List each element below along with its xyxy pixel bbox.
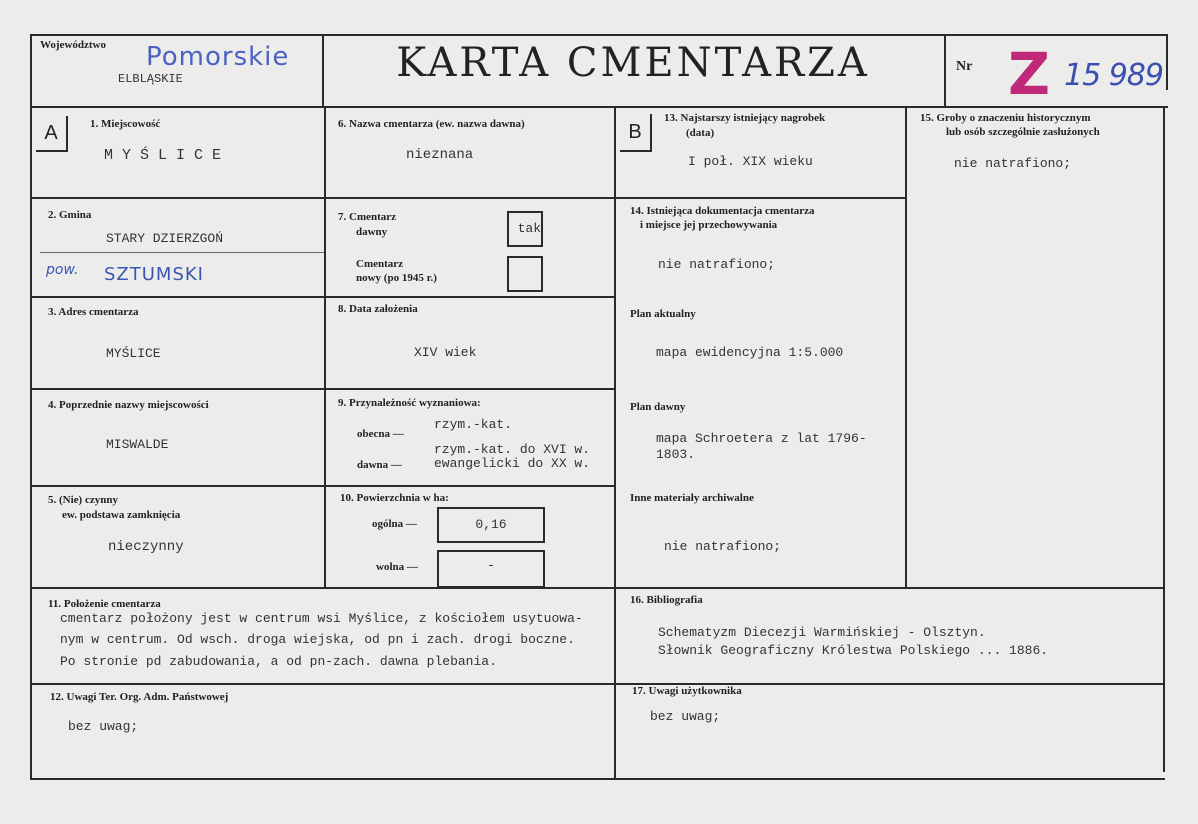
wojewodztwo-stamp: Pomorskie — [146, 42, 290, 72]
field-12-label: 12. Uwagi Ter. Org. Adm. Państwowej — [50, 691, 229, 703]
col-divider-3 — [905, 106, 907, 588]
field-6-label: 6. Nazwa cmentarza (ew. nazwa dawna) — [338, 118, 525, 130]
field-5-value: nieczynny — [108, 539, 184, 555]
field-10-label: 10. Powierzchnia w ha: — [340, 492, 449, 504]
field-8-value: XIV wiek — [414, 345, 477, 360]
field-9-label: 9. Przynależność wyznaniowa: — [338, 397, 481, 409]
field-1-value: M Y Ś L I C E — [104, 147, 222, 164]
gmina-underline — [40, 252, 324, 253]
plan-dawny-value-2: 1803. — [656, 447, 696, 462]
row-line-b1 — [614, 197, 907, 199]
section-a-box: A — [36, 116, 68, 152]
field-17-label: 17. Uwagi użytkownika — [632, 685, 742, 697]
field-4-value: MISWALDE — [106, 437, 169, 452]
card-title: KARTA CMENTARZA — [396, 40, 870, 86]
field-14-label-1: 14. Istniejąca dokumentacja cmentarza — [630, 205, 815, 217]
plan-aktualny-value: mapa ewidencyjna 1:5.000 — [656, 345, 844, 360]
frame-top — [30, 34, 1168, 36]
plan-dawny-label: Plan dawny — [630, 401, 686, 413]
row-line-5 — [30, 587, 1165, 589]
field-10-wolna-box: - — [437, 550, 545, 588]
field-16-label: 16. Bibliografia — [630, 594, 703, 606]
field-13-value: I poł. XIX wieku — [688, 154, 813, 169]
field-9-obecna-value: rzym.-kat. — [434, 417, 513, 432]
field-7-nowy-box — [507, 256, 543, 292]
field-7-label-1: 7. Cmentarz — [338, 211, 397, 223]
field-14-label-2: i miejsce jej przechowywania — [640, 219, 778, 231]
field-9-dawna-value-1: rzym.-kat. do XVI w. — [434, 442, 591, 457]
header-divider-2 — [944, 34, 946, 106]
row-line-3 — [30, 388, 616, 390]
field-9-dawna-value-2: ewangelicki do XX w. — [434, 456, 591, 471]
header-bottom-line — [30, 106, 1168, 108]
wojewodztwo-label: Województwo — [40, 39, 106, 51]
field-5-label-2: ew. podstawa zamknięcia — [62, 509, 181, 521]
field-7-dawny-box: tak — [507, 211, 543, 247]
frame-right — [1163, 106, 1165, 772]
field-15-label-1: 15. Groby o znaczeniu historycznym — [920, 112, 1091, 124]
field-10-ogolna-label: ogólna — — [372, 518, 417, 530]
row-line-6 — [30, 683, 1165, 685]
row-line-4 — [30, 485, 616, 487]
row-line-2 — [30, 296, 616, 298]
inne-value: nie natrafiono; — [664, 539, 782, 554]
field-17-value: bez uwag; — [650, 709, 721, 724]
plan-aktualny-label: Plan aktualny — [630, 308, 696, 320]
plan-dawny-value-1: mapa Schroetera z lat 1796- — [656, 431, 867, 446]
field-5-label-1: 5. (Nie) czynny — [48, 494, 118, 506]
field-11-line-2: nym w centrum. Od wsch. droga wiejska, od pn i zach. drogi boczne. — [60, 632, 575, 647]
frame-right-top — [1166, 34, 1168, 90]
frame-left — [30, 34, 32, 780]
field-16-line-1: Schematyzm Diecezji Warmińskiej - Olsztyn. — [658, 625, 986, 640]
field-9-obecna-label: obecna — — [357, 428, 404, 440]
field-3-label: 3. Adres cmentarza — [48, 306, 139, 318]
nr-stamp-letter: Z — [1008, 40, 1051, 108]
field-2-hand-value: SZTUMSKI — [104, 264, 204, 285]
field-11-label: 11. Położenie cmentarza — [48, 598, 161, 610]
nr-handwritten-number: 15 989 — [1064, 58, 1163, 93]
field-7-label-4: nowy (po 1945 r.) — [356, 272, 437, 284]
field-12-value: bez uwag; — [68, 719, 139, 734]
field-3-value: MYŚLICE — [106, 346, 161, 361]
field-15-value: nie natrafiono; — [954, 156, 1072, 171]
field-8-label: 8. Data założenia — [338, 303, 418, 315]
inne-label: Inne materiały archiwalne — [630, 492, 754, 504]
field-10-wolna-label: wolna — — [376, 561, 418, 573]
col-divider-2 — [614, 106, 616, 780]
nr-label: Nr — [956, 59, 973, 74]
field-2-label: 2. Gmina — [48, 209, 92, 221]
field-11-line-3: Po stronie pd zabudowania, a od pn-zach. dawna plebania. — [60, 654, 497, 669]
field-11-line-1: cmentarz położony jest w centrum wsi Myślice, z kościołem usytuowa- — [60, 611, 583, 626]
field-7-label-3: Cmentarz — [356, 258, 404, 270]
row-line-1 — [30, 197, 616, 199]
col-divider-1 — [324, 106, 326, 588]
field-7-label-2: dawny — [356, 226, 388, 238]
field-14-value: nie natrafiono; — [658, 257, 776, 272]
field-13-label-2: (data) — [686, 127, 715, 139]
field-2-value: STARY DZIERZGOŃ — [106, 231, 224, 246]
frame-bottom — [30, 778, 1165, 780]
field-13-label-1: 13. Najstarszy istniejący nagrobek — [664, 112, 826, 124]
field-1-label: 1. Miejscowość — [90, 118, 161, 130]
field-6-value: nieznana — [406, 147, 474, 163]
field-4-label: 4. Poprzednie nazwy miejscowości — [48, 399, 209, 411]
field-9-dawna-label: dawna — — [357, 459, 402, 471]
field-15-label-2: lub osób szczególnie zasłużonych — [946, 126, 1100, 138]
section-b-box: B — [620, 114, 652, 152]
field-16-line-2: Słownik Geograficzny Królestwa Polskiego ... 1886. — [658, 643, 1049, 658]
field-2-hand-prefix: pow. — [46, 262, 79, 278]
field-10-ogolna-box: 0,16 — [437, 507, 545, 543]
wojewodztwo-typed: ELBLĄSKIE — [118, 72, 183, 86]
